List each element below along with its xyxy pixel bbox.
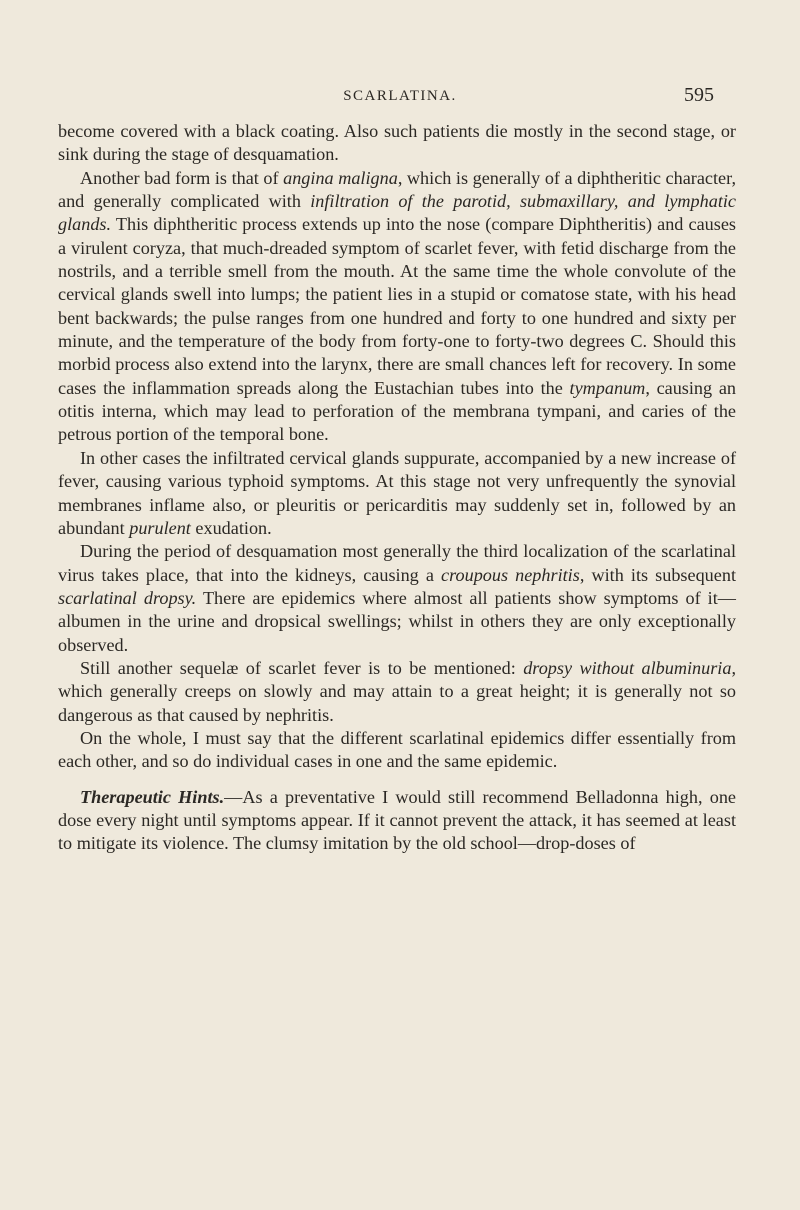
text-run: , which generally creeps on slowly and may attain to a great height; it is generally not so dangerous as that caused by nephritis. (58, 657, 736, 725)
italic-text: croupous nephritis (441, 564, 580, 585)
paragraph (58, 786, 736, 856)
text-run: This diphtheritic process extends up into the nose (compare Diphtheritis) and causes a virulent coryza, that much-dreaded symptom of scarlet fever, with fetid discharge from the nostrils, and a terrible smell from the mouth. At the same time the whole convolute of the cervical glands swell into lumps; the patient lies in a stupid or comatose state, with his head bent backwards; the pulse ranges from one hundred and forty to one hundred and sixty per minute, and the temperature of the body from forty-one to forty-two degrees C. Should this morbid process also extend into the larynx, there are small chances left for recovery. In some cases the inflammation spreads along the Eustachian tubes into the (58, 214, 736, 398)
paragraph (58, 120, 736, 167)
text-run: exudation. (190, 517, 272, 538)
running-head: SCARLATINA. (343, 88, 457, 104)
text-run: , which is generally of a diphtheritic character, and generally complicated with (58, 167, 737, 212)
paragraph (58, 540, 736, 657)
italic-text: tympanum (569, 377, 646, 398)
text-run: —As a preventative I would still recommend Belladonna high, one dose every night until symptoms appear. If it cannot prevent the attack, it has seemed at least to mitigate its violence. The clumsy imitation by the old school—drop-doses of (58, 786, 736, 854)
paragraph (58, 167, 736, 447)
page-header (0, 84, 800, 112)
italic-text: angina maligna (283, 167, 398, 188)
text-run: During the period of desquamation most generally the third localization of the scarlatinal virus takes place, that into the kidneys, causing a (58, 541, 736, 585)
page-number: 595 (684, 84, 714, 106)
italic-text: purulent (129, 517, 191, 538)
text-run: , causing an otitis interna, which may lead to perforation of the membrana tympani, and caries of the petrous portion of the temporal bone. (58, 377, 736, 445)
italic-text: infiltration of the parotid, submaxillary, and lymphatic glands. (58, 191, 736, 235)
body-text (58, 120, 736, 856)
paragraph (58, 657, 736, 727)
text-run: , with its subsequent (579, 564, 736, 585)
text-run: Still another sequelæ of scarlet fever is to be mentioned: (80, 657, 524, 678)
paragraph (58, 727, 736, 774)
text-run: become covered with a black coating. Also such patients die mostly in the second stage, or sink during the stage of desquamation. (58, 121, 736, 165)
section-heading: Therapeutic Hints. (80, 786, 225, 807)
italic-text: dropsy without albuminuria (523, 657, 732, 678)
text-run: In other cases the infiltrated cervical glands suppurate, accompanied by a new increase of fever, causing various typhoid symptoms. At this stage not very unfrequently the synovial membranes inflame also, or pleuritis or pericarditis may suddenly set in, followed by an abundant (58, 447, 736, 538)
text-run: On the whole, I must say that the different scarlatinal epidemics differ essentially from each other, and so do individual cases in one and the same epidemic. (58, 727, 736, 772)
italic-text: scarlatinal dropsy. (58, 587, 197, 608)
text-run: Another bad form is that of (80, 167, 284, 188)
paragraph (58, 447, 736, 540)
text-run: There are epidemics where almost all patients show symptoms of it—albumen in the urine and dropsical swellings; whilst in others they are only exceptionally observed. (58, 587, 736, 655)
